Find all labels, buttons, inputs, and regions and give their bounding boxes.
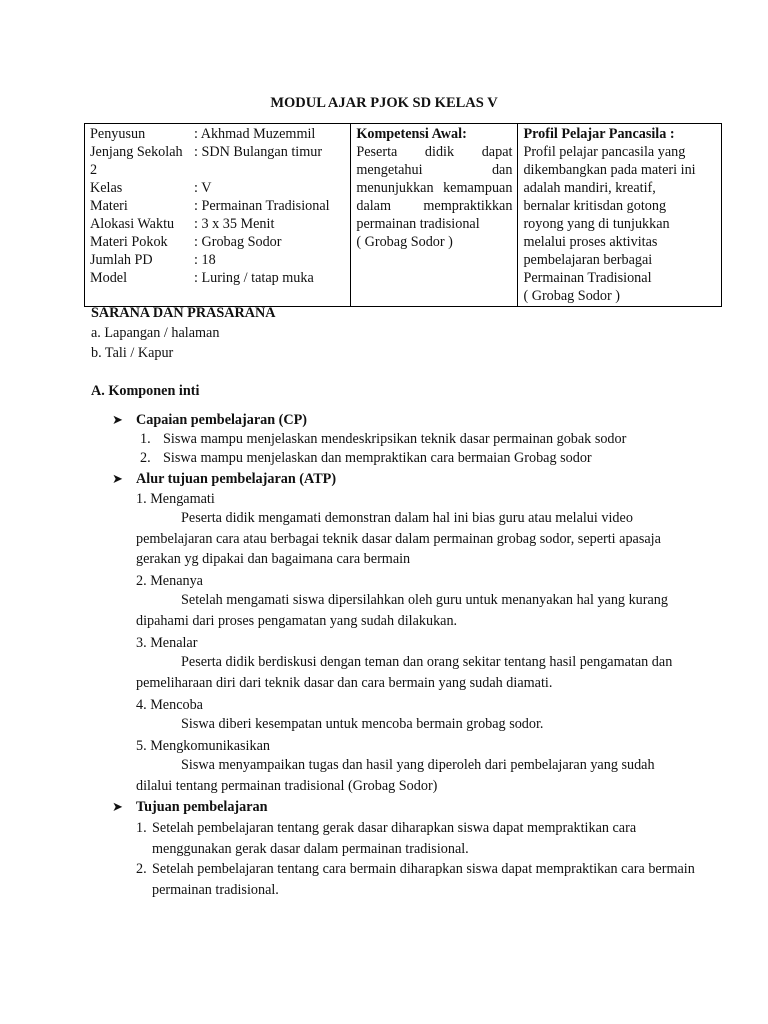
identity-value: : Grobag Sodor [194,234,282,250]
profil-line: melalui proses aktivitas [523,234,658,250]
info-table [84,123,722,307]
atp-step-label: 1. Mengamati [136,491,215,507]
atp-heading: Alur tujuan pembelajaran (ATP) [136,471,337,487]
list-text: Setelah pembelajaran tentang cara bermain diharapkan siswa dapat mempraktikan cara bermain permainan tradisional. [152,861,695,898]
profil-cell [518,124,722,307]
komponen-heading: A. Komponen inti [91,383,200,399]
list-number: 2. [136,861,147,877]
list-text: Setelah pembelajaran tentang gerak dasar diharapkan siswa dapat mempraktikan cara menggunakan gerak dasar dalam permainan tradisional. [152,820,637,857]
profil-line: royong yang di tunjukkan [523,216,670,232]
sarana-item: b. Tali / Kapur [91,345,174,361]
cp-heading: Capaian pembelajaran (CP) [136,412,308,428]
cp-section-heading [112,411,307,429]
identity-key: Jenjang Sekolah [90,144,183,160]
identity-row [90,233,345,251]
identity-value: : Permainan Tradisional [194,198,330,214]
atp-step-label: 4. Mencoba [136,697,203,713]
sarana-item: a. Lapangan / halaman [91,325,220,341]
kompetensi-cell [351,124,518,307]
identity-cell [85,124,351,307]
kompetensi-text: Peserta didik dapat mengetahui dan menunjukkan kemampuan dalam mempraktikkan permainan tradisional [356,144,513,232]
identity-value: : SDN Bulangan timur [194,144,323,160]
identity-row [90,197,345,215]
profil-line: adalah mandiri, kreatif, [523,180,656,196]
identity-row [90,179,345,197]
arrowhead-bullet-icon: ➤ [112,412,123,427]
identity-value: : 3 x 35 Menit [194,216,275,232]
kompetensi-last-line: ( Grobag Sodor ) [356,234,453,250]
identity-key: Model [90,270,128,286]
profil-line: bernalar kritisdan gotong [523,198,667,214]
identity-row [90,269,345,287]
atp-step [136,696,686,735]
identity-key: 2 [90,162,98,178]
identity-value [194,161,345,179]
profil-line: ( Grobag Sodor ) [523,288,620,304]
atp-step-text: Peserta didik berdiskusi dengan teman dan orang sekitar tentang hasil pengamatan dan pemeliharaan diri dari teknik dasar dan cara bermain yang sudah diamati. [136,654,673,691]
identity-key: Penyusun [90,126,146,142]
atp-step-text: Setelah mengamati siswa dipersilahkan oleh guru untuk menanyakan hal yang kurang dipahami dari proses pengamatan yang sudah dilakukan. [136,592,668,629]
identity-key: Materi Pokok [90,234,168,250]
atp-step [136,737,686,796]
sarana-heading: SARANA DAN PRASARANA [91,305,276,321]
arrowhead-bullet-icon: ➤ [112,471,123,486]
list-number: 2. [140,450,151,466]
list-text: Siswa mampu menjelaskan dan mempraktikan cara bermaian Grobag sodor [163,450,592,466]
identity-key: Materi [90,198,128,214]
atp-step-label: 5. Mengkomunikasikan [136,738,270,754]
list-number: 1. [136,820,147,836]
list-item [136,818,696,859]
atp-section-heading [112,470,336,488]
identity-value: : Luring / tatap muka [194,270,314,286]
identity-value: : Akhmad Muzemmil [194,126,316,142]
list-item [136,859,696,900]
atp-step-label: 3. Menalar [136,635,198,651]
kompetensi-heading: Kompetensi Awal: [356,126,467,142]
identity-row [90,215,345,233]
identity-row [90,161,345,179]
tujuan-heading: Tujuan pembelajaran [136,799,268,815]
identity-key: Kelas [90,180,123,196]
atp-step [136,572,686,631]
list-item [140,449,626,468]
profil-line: Permainan Tradisional [523,270,652,286]
tujuan-list [136,818,696,900]
arrowhead-bullet-icon: ➤ [112,799,123,814]
atp-step [136,490,686,570]
atp-step-text: Siswa diberi kesempatan untuk mencoba bermain grobag sodor. [181,716,544,732]
list-number: 1. [140,431,151,447]
profil-line: Profil pelajar pancasila yang [523,144,686,160]
list-item [140,430,626,449]
identity-key: Alokasi Waktu [90,216,175,232]
atp-step [136,634,686,693]
identity-key: Jumlah PD [90,252,153,268]
profil-heading: Profil Pelajar Pancasila : [523,126,675,142]
tujuan-section-heading [112,798,268,816]
identity-row [90,125,345,143]
identity-value: : V [194,180,212,196]
document-title: MODUL AJAR PJOK SD KELAS V [270,95,498,111]
atp-step-text: Siswa menyampaikan tugas dan hasil yang diperoleh dari pembelajaran yang sudah dilalui tentang permainan tradisional (Grobag Sodor) [136,757,655,794]
atp-step-text: Peserta didik mengamati demonstran dalam hal ini bias guru atau melalui video pembelajaran cara atau berbagai teknik dasar dalam permainan grobag sodor, seperti apasaja gerakan yg dipakai dan bagaimana cara bermain [136,510,661,567]
identity-row [90,251,345,269]
atp-step-label: 2. Menanya [136,573,203,589]
list-text: Siswa mampu menjelaskan mendeskripsikan teknik dasar permainan gobak sodor [163,431,627,447]
profil-line: dikembangkan pada materi ini [523,162,696,178]
profil-line: pembelajaran berbagai [523,252,653,268]
identity-value: : 18 [194,252,216,268]
identity-row [90,143,345,161]
cp-list [140,430,626,468]
